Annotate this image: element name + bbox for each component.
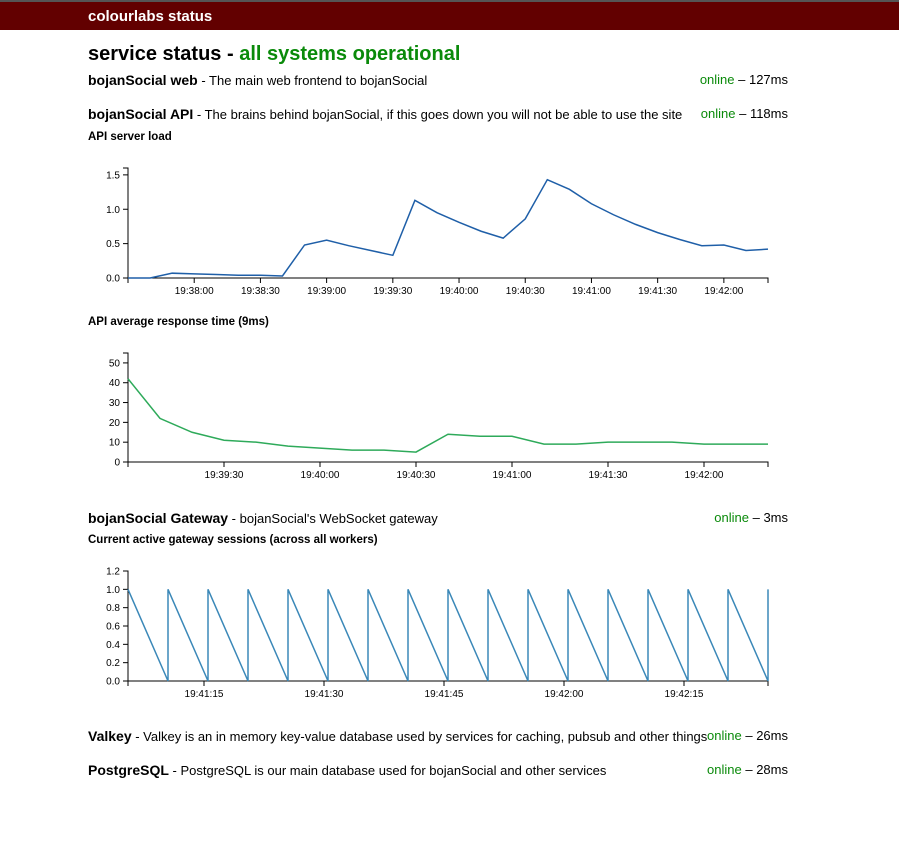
series-line [128, 589, 768, 681]
x-tick-label: 19:41:00 [571, 286, 611, 297]
x-tick-label: 19:40:30 [505, 286, 545, 297]
y-tick-label: 1.2 [106, 566, 120, 578]
api-load-chart [88, 160, 788, 300]
service-row-postgresql [88, 762, 788, 782]
x-tick-label: 19:41:15 [184, 689, 224, 700]
series-line [128, 379, 768, 452]
y-tick-label: 1.0 [106, 584, 120, 596]
status-online: online [707, 762, 742, 777]
service-status [700, 72, 788, 87]
service-description: - Valkey is an in memory key-value database used by services for caching, pubsub and other things [131, 729, 708, 744]
y-tick-label: 0.0 [106, 676, 120, 688]
service-name: Valkey [88, 728, 132, 744]
y-tick-label: 0.8 [106, 603, 120, 615]
y-tick-label: 1.0 [106, 204, 120, 216]
api-response-chart [88, 345, 788, 485]
service-latency: – 127ms [734, 72, 788, 87]
service-status [714, 510, 788, 525]
gateway-sessions-chart [88, 563, 788, 703]
x-tick-label: 19:38:30 [240, 286, 280, 297]
brand-title[interactable]: colourlabs status [88, 8, 213, 25]
service-name: PostgreSQL [88, 762, 169, 778]
x-tick-label: 19:38:00 [174, 286, 214, 297]
status-online: online [707, 728, 742, 743]
x-tick-label: 19:42:00 [544, 689, 584, 700]
x-tick-label: 19:42:00 [704, 286, 744, 297]
service-row-web [88, 72, 788, 92]
x-tick-label: 19:41:00 [492, 470, 532, 481]
chart-title-api-response: API average response time (9ms) [88, 316, 269, 328]
service-latency: – 118ms [735, 106, 788, 121]
service-latency: – 26ms [741, 728, 788, 743]
service-description: - bojanSocial's WebSocket gateway [228, 511, 438, 526]
service-description: - The brains behind bojanSocial, if this goes down you will not be able to use the site [193, 107, 683, 122]
x-tick-label: 19:42:00 [684, 470, 724, 481]
y-tick-label: 0.0 [106, 273, 120, 285]
chart-title-api-load: API server load [88, 131, 172, 143]
y-tick-label: 30 [108, 398, 120, 410]
status-online: online [700, 106, 736, 121]
y-axis-line [123, 353, 128, 462]
chart-title-gateway-sessions: Current active gateway sessions (across all workers) [88, 534, 378, 546]
x-tick-label: 19:39:30 [204, 470, 244, 481]
y-axis-line [123, 168, 128, 278]
page-title-prefix: service status - [88, 43, 240, 65]
service-status [707, 728, 788, 743]
overall-status: all systems operational [239, 43, 461, 65]
service-name: bojanSocial web [88, 72, 198, 88]
y-tick-label: 0 [114, 457, 120, 469]
page-title [88, 43, 460, 66]
x-tick-label: 19:39:00 [307, 286, 347, 297]
service-latency: – 3ms [748, 510, 788, 525]
y-tick-label: 0.5 [106, 239, 120, 251]
service-name: bojanSocial API [88, 106, 194, 122]
service-row-gateway [88, 510, 788, 530]
service-description: - The main web frontend to bojanSocial [197, 73, 428, 88]
y-tick-label: 0.2 [106, 658, 120, 670]
x-axis-line [128, 278, 768, 283]
y-tick-label: 0.4 [106, 639, 120, 651]
top-bar [0, 0, 899, 30]
service-description: - PostgreSQL is our main database used for bojanSocial and other services [168, 763, 607, 778]
x-tick-label: 19:41:30 [588, 470, 628, 481]
x-tick-label: 19:40:30 [396, 470, 436, 481]
status-online: online [714, 510, 749, 525]
service-name: bojanSocial Gateway [88, 510, 229, 526]
y-tick-label: 20 [108, 417, 120, 429]
x-tick-label: 19:41:30 [638, 286, 678, 297]
x-tick-label: 19:42:15 [664, 689, 704, 700]
x-tick-label: 19:39:30 [373, 286, 413, 297]
series-line [128, 180, 768, 278]
service-row-valkey [88, 728, 788, 748]
x-tick-label: 19:41:30 [304, 689, 344, 700]
x-tick-label: 19:41:45 [424, 689, 464, 700]
y-tick-label: 1.5 [106, 170, 120, 182]
y-tick-label: 0.6 [106, 621, 120, 633]
service-status [707, 762, 788, 777]
y-tick-label: 50 [108, 358, 120, 370]
y-tick-label: 10 [108, 437, 120, 449]
service-status [701, 106, 788, 121]
service-row-api [88, 106, 788, 126]
x-axis-line [128, 681, 768, 686]
x-tick-label: 19:40:00 [300, 470, 340, 481]
x-tick-label: 19:40:00 [439, 286, 479, 297]
y-tick-label: 40 [108, 378, 120, 390]
status-online: online [699, 72, 735, 87]
service-latency: – 28ms [741, 762, 788, 777]
